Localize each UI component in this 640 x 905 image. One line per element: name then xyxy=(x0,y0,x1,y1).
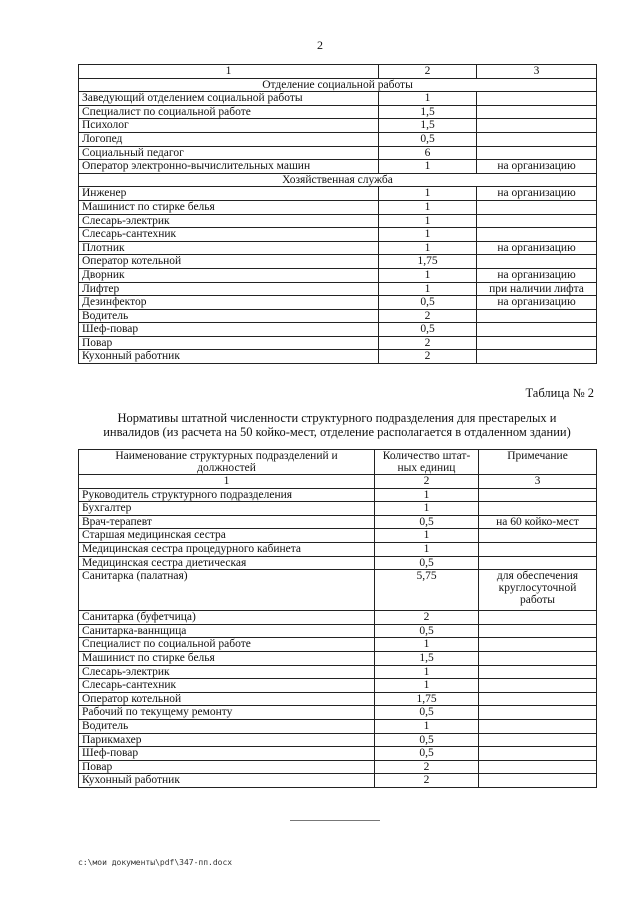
colnum-2: 2 xyxy=(375,475,479,489)
staff-units: 1 xyxy=(375,542,479,556)
position-name: Оператор электронно-вычислительных машин xyxy=(79,160,379,174)
note xyxy=(479,774,597,788)
note xyxy=(477,350,597,364)
staff-units: 1,5 xyxy=(379,105,477,119)
note xyxy=(479,651,597,665)
position-name: Рабочий по текущему ремонту xyxy=(79,706,375,720)
staff-units: 2 xyxy=(379,336,477,350)
position-name: Повар xyxy=(79,760,375,774)
staff-units: 0,5 xyxy=(375,556,479,570)
position-name: Шеф-повар xyxy=(79,747,375,761)
note: на 60 койко-мест xyxy=(479,515,597,529)
staff-units: 1 xyxy=(379,160,477,174)
staff-units: 1 xyxy=(379,200,477,214)
colnum-1: 1 xyxy=(79,65,379,79)
note xyxy=(479,679,597,693)
note xyxy=(479,706,597,720)
position-name: Оператор котельной xyxy=(79,692,375,706)
table-row xyxy=(79,214,597,228)
note xyxy=(479,665,597,679)
section-title: Отделение социальной работы xyxy=(79,78,597,92)
table-row xyxy=(79,92,597,106)
staff-units: 0,5 xyxy=(379,323,477,337)
position-name: Бухгалтер xyxy=(79,502,375,516)
note xyxy=(479,747,597,761)
table-row xyxy=(79,160,597,174)
table-2-label: Таблица № 2 xyxy=(525,386,594,400)
position-name: Водитель xyxy=(79,719,375,733)
note xyxy=(479,570,597,611)
note: на организацию xyxy=(477,187,597,201)
staff-units: 2 xyxy=(375,760,479,774)
position-name: Инженер xyxy=(79,187,379,201)
table-row xyxy=(79,119,597,133)
note xyxy=(477,92,597,106)
staff-units: 1,75 xyxy=(375,692,479,706)
footer-divider xyxy=(290,820,380,821)
position-name: Специалист по социальной работе xyxy=(79,105,379,119)
note xyxy=(479,488,597,502)
note xyxy=(477,146,597,160)
position-name: Слесарь-электрик xyxy=(79,214,379,228)
table-1-colnum-row xyxy=(79,65,597,79)
position-name: Кухонный работник xyxy=(79,350,379,364)
table-row xyxy=(79,651,597,665)
position-name: Дезинфектор xyxy=(79,296,379,310)
note: на организацию xyxy=(477,268,597,282)
header-qty-line-1: Количество штат- xyxy=(382,450,471,462)
note xyxy=(479,502,597,516)
note xyxy=(477,323,597,337)
header-qty-line-2: ных единиц xyxy=(397,462,456,474)
note: при наличии лифта xyxy=(477,282,597,296)
staff-units: 1,75 xyxy=(379,255,477,269)
table-row xyxy=(79,132,597,146)
position-name: Повар xyxy=(79,336,379,350)
table-row xyxy=(79,350,597,364)
staff-units: 2 xyxy=(379,350,477,364)
table-2-header-row xyxy=(79,450,597,475)
staff-units: 6 xyxy=(379,146,477,160)
table-row xyxy=(79,296,597,310)
table-row xyxy=(79,747,597,761)
staff-units: 2 xyxy=(375,611,479,625)
note xyxy=(479,542,597,556)
staff-units: 0,5 xyxy=(375,624,479,638)
staff-units: 2 xyxy=(379,309,477,323)
page-number: 2 xyxy=(317,38,323,52)
staff-units: 0,5 xyxy=(375,747,479,761)
table-row xyxy=(79,692,597,706)
staff-units: 1 xyxy=(375,679,479,693)
note-line: работы xyxy=(519,594,556,607)
table-row xyxy=(79,323,597,337)
table-row xyxy=(79,268,597,282)
table-row xyxy=(79,556,597,570)
note-line: круглосуточной xyxy=(498,582,577,595)
note xyxy=(479,760,597,774)
table-row xyxy=(79,624,597,638)
staff-units: 0,5 xyxy=(375,515,479,529)
note xyxy=(479,556,597,570)
staff-units: 5,75 xyxy=(375,570,479,611)
table-2-colnum-row xyxy=(79,475,597,489)
header-name xyxy=(79,450,375,475)
section-title-row xyxy=(79,78,597,92)
position-name: Врач-терапевт xyxy=(79,515,375,529)
staff-units: 1 xyxy=(375,665,479,679)
position-name: Медицинская сестра процедурного кабинета xyxy=(79,542,375,556)
staff-units: 0,5 xyxy=(379,296,477,310)
note: на организацию xyxy=(477,241,597,255)
table-row xyxy=(79,336,597,350)
table-row xyxy=(79,241,597,255)
table-row xyxy=(79,309,597,323)
position-name: Машинист по стирке белья xyxy=(79,200,379,214)
position-name: Медицинская сестра диетическая xyxy=(79,556,375,570)
note xyxy=(477,132,597,146)
table-row xyxy=(79,542,597,556)
staff-units: 1 xyxy=(379,228,477,242)
staff-units: 1 xyxy=(379,282,477,296)
note xyxy=(479,624,597,638)
section-title: Хозяйственная служба xyxy=(79,173,597,187)
position-name: Санитарка (буфетчица) xyxy=(79,611,375,625)
footer-file-path: c:\мои документы\pdf\347-пп.docx xyxy=(78,858,233,867)
position-name: Психолог xyxy=(79,119,379,133)
position-name: Старшая медицинская сестра xyxy=(79,529,375,543)
header-note: Примечание xyxy=(479,450,597,475)
position-name: Слесарь-сантехник xyxy=(79,679,375,693)
position-name: Кухонный работник xyxy=(79,774,375,788)
staff-units: 1,5 xyxy=(375,651,479,665)
position-name: Заведующий отделением социальной работы xyxy=(79,92,379,106)
position-name: Логопед xyxy=(79,132,379,146)
position-name: Руководитель структурного подразделения xyxy=(79,488,375,502)
position-name: Слесарь-сантехник xyxy=(79,228,379,242)
position-name: Специалист по социальной работе xyxy=(79,638,375,652)
position-name: Парикмахер xyxy=(79,733,375,747)
note xyxy=(477,105,597,119)
position-name: Слесарь-электрик xyxy=(79,665,375,679)
staff-units: 1 xyxy=(379,187,477,201)
table-row xyxy=(79,515,597,529)
colnum-3: 3 xyxy=(477,65,597,79)
staff-units: 1 xyxy=(379,92,477,106)
note xyxy=(479,692,597,706)
note xyxy=(477,228,597,242)
staffing-table-2 xyxy=(78,449,597,788)
table-row xyxy=(79,665,597,679)
table-row xyxy=(79,719,597,733)
table-row xyxy=(79,760,597,774)
position-name: Дворник xyxy=(79,268,379,282)
table-row xyxy=(79,502,597,516)
note xyxy=(479,611,597,625)
staff-units: 1 xyxy=(375,502,479,516)
staff-units: 0,5 xyxy=(379,132,477,146)
position-name: Шеф-повар xyxy=(79,323,379,337)
table-row xyxy=(79,200,597,214)
table-row xyxy=(79,570,597,611)
note xyxy=(477,255,597,269)
table-row xyxy=(79,733,597,747)
table-row xyxy=(79,679,597,693)
position-name: Водитель xyxy=(79,309,379,323)
table-2-title-line-1: Нормативы штатной численности структурного подразделения для престарелых и xyxy=(117,411,557,425)
position-name: Оператор котельной xyxy=(79,255,379,269)
note xyxy=(477,119,597,133)
header-qty xyxy=(375,450,479,475)
table-row xyxy=(79,488,597,502)
position-name: Санитарка-ваннщица xyxy=(79,624,375,638)
staff-units: 0,5 xyxy=(375,733,479,747)
note xyxy=(477,214,597,228)
colnum-2: 2 xyxy=(379,65,477,79)
staff-units: 0,5 xyxy=(375,706,479,720)
position-name: Плотник xyxy=(79,241,379,255)
note-line: для обеспечения xyxy=(496,570,579,583)
note xyxy=(479,719,597,733)
table-row xyxy=(79,706,597,720)
staff-units: 1 xyxy=(379,214,477,228)
staff-units: 1 xyxy=(375,529,479,543)
header-name-line-2: должностей xyxy=(197,462,256,474)
position-name: Санитарка (палатная) xyxy=(79,570,375,611)
table-row xyxy=(79,146,597,160)
position-name: Социальный педагог xyxy=(79,146,379,160)
table-row xyxy=(79,529,597,543)
note: на организацию xyxy=(477,160,597,174)
note xyxy=(477,309,597,323)
section-title-row xyxy=(79,173,597,187)
position-name: Лифтер xyxy=(79,282,379,296)
table-row xyxy=(79,228,597,242)
note xyxy=(477,200,597,214)
staff-units: 1,5 xyxy=(379,119,477,133)
table-row xyxy=(79,638,597,652)
table-row xyxy=(79,282,597,296)
header-name-line-1: Наименование структурных подразделений и xyxy=(115,450,338,462)
table-row xyxy=(79,105,597,119)
staff-units: 1 xyxy=(375,719,479,733)
table-2-title-line-2: инвалидов (из расчета на 50 койко-мест, отделение располагается в отдаленном здании) xyxy=(103,425,571,439)
staff-units: 1 xyxy=(379,268,477,282)
note xyxy=(477,336,597,350)
table-2-title xyxy=(78,411,596,439)
staff-units: 2 xyxy=(375,774,479,788)
table-row xyxy=(79,255,597,269)
note xyxy=(479,638,597,652)
table-row xyxy=(79,774,597,788)
table-row xyxy=(79,611,597,625)
position-name: Машинист по стирке белья xyxy=(79,651,375,665)
note: на организацию xyxy=(477,296,597,310)
table-row xyxy=(79,187,597,201)
colnum-1: 1 xyxy=(79,475,375,489)
staffing-table-1 xyxy=(78,64,597,364)
note xyxy=(479,733,597,747)
note xyxy=(479,529,597,543)
staff-units: 1 xyxy=(375,488,479,502)
colnum-3: 3 xyxy=(479,475,597,489)
staff-units: 1 xyxy=(375,638,479,652)
staff-units: 1 xyxy=(379,241,477,255)
